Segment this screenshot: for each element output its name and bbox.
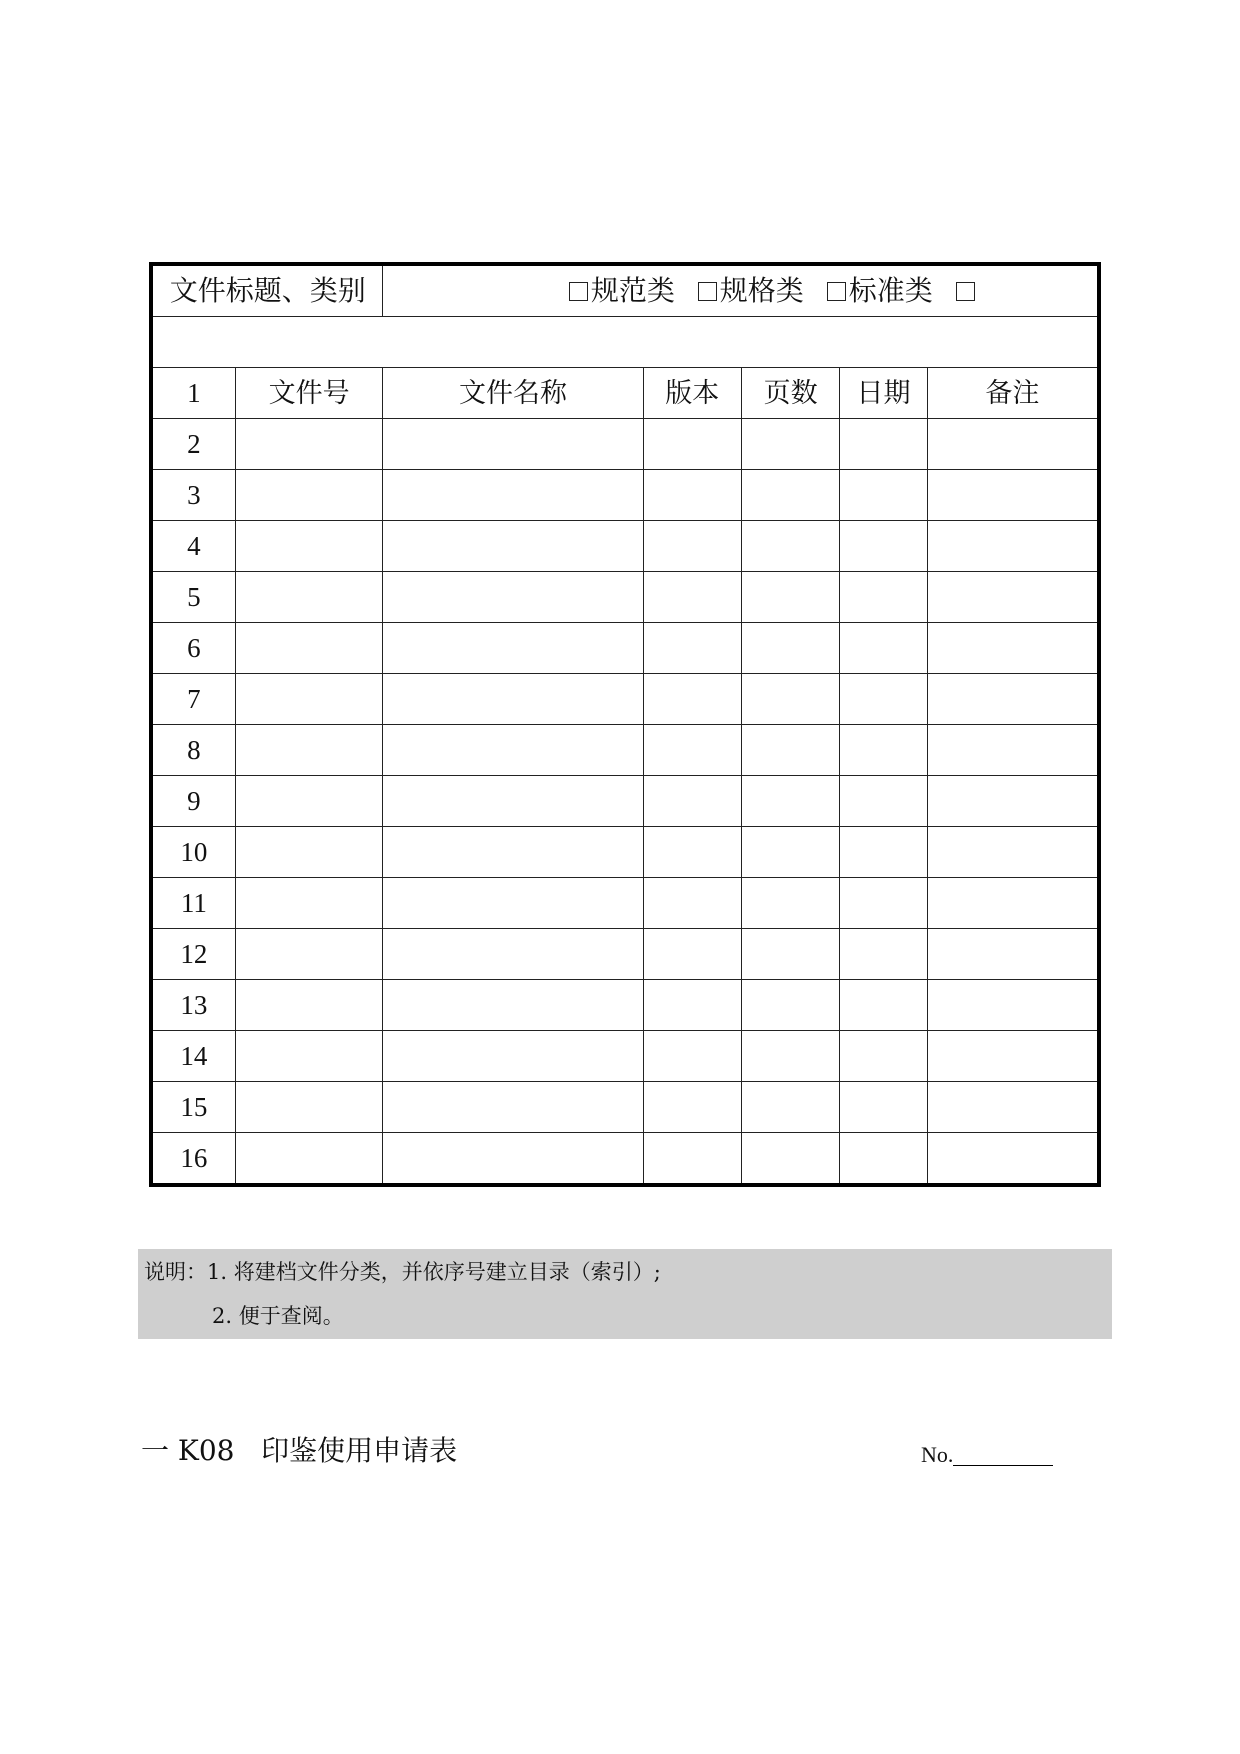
instructions-note xyxy=(138,1249,1112,1339)
option-spec[interactable]: 规范类 xyxy=(569,274,675,307)
table-row xyxy=(151,419,1099,470)
header-row-number: 1 xyxy=(151,368,235,419)
date-cell[interactable] xyxy=(840,725,927,776)
row-number: 11 xyxy=(151,878,235,929)
table-row xyxy=(151,521,1099,572)
file-number-cell[interactable] xyxy=(235,1031,383,1082)
table-row xyxy=(151,1082,1099,1133)
version-cell[interactable] xyxy=(643,470,741,521)
remarks-cell[interactable] xyxy=(927,1031,1099,1082)
remarks-cell[interactable] xyxy=(927,470,1099,521)
note-line-2: 2. 便于查阅。 xyxy=(212,1304,344,1328)
table-row xyxy=(151,929,1099,980)
version-cell[interactable] xyxy=(643,1031,741,1082)
pages-cell[interactable] xyxy=(741,776,839,827)
option-specification[interactable]: 规格类 xyxy=(698,274,804,307)
file-name-cell[interactable] xyxy=(383,1031,643,1082)
table-row xyxy=(151,1031,1099,1082)
pages-cell[interactable] xyxy=(741,980,839,1031)
pages-cell[interactable] xyxy=(741,878,839,929)
remarks-cell[interactable] xyxy=(927,674,1099,725)
date-cell[interactable] xyxy=(840,1133,927,1186)
pages-cell[interactable] xyxy=(741,1082,839,1133)
pages-cell[interactable] xyxy=(741,929,839,980)
remarks-cell[interactable] xyxy=(927,776,1099,827)
date-cell[interactable] xyxy=(840,878,927,929)
remarks-cell[interactable] xyxy=(927,827,1099,878)
header-remarks: 备注 xyxy=(927,368,1099,419)
version-cell[interactable] xyxy=(643,980,741,1031)
file-name-cell[interactable] xyxy=(383,1082,643,1133)
file-number-cell[interactable] xyxy=(235,980,383,1031)
pages-cell[interactable] xyxy=(741,623,839,674)
option-other[interactable] xyxy=(956,274,978,307)
row-number: 12 xyxy=(151,929,235,980)
row-number: 16 xyxy=(151,1133,235,1186)
file-name-cell[interactable] xyxy=(383,776,643,827)
category-row xyxy=(151,264,1099,317)
pages-cell[interactable] xyxy=(741,725,839,776)
file-name-cell[interactable] xyxy=(383,623,643,674)
pages-cell[interactable] xyxy=(741,827,839,878)
pages-cell[interactable] xyxy=(741,674,839,725)
header-file-name: 文件名称 xyxy=(383,368,643,419)
file-number-cell[interactable] xyxy=(235,521,383,572)
remarks-cell[interactable] xyxy=(927,1133,1099,1186)
row-number: 8 xyxy=(151,725,235,776)
row-number: 9 xyxy=(151,776,235,827)
table-row xyxy=(151,470,1099,521)
file-number-cell[interactable] xyxy=(235,572,383,623)
note-line-1: 说明：1. 将建档文件分类，并依序号建立目录（索引）; xyxy=(144,1260,661,1284)
table-row xyxy=(151,980,1099,1031)
blank-title-cell[interactable] xyxy=(151,317,1099,368)
file-name-cell[interactable] xyxy=(383,929,643,980)
row-number: 2 xyxy=(151,419,235,470)
date-cell[interactable] xyxy=(840,929,927,980)
date-cell[interactable] xyxy=(840,827,927,878)
file-name-cell[interactable] xyxy=(383,980,643,1031)
row-number: 13 xyxy=(151,980,235,1031)
checkbox-icon[interactable] xyxy=(698,282,717,301)
version-cell[interactable] xyxy=(643,521,741,572)
remarks-cell[interactable] xyxy=(927,725,1099,776)
remarks-cell[interactable] xyxy=(927,929,1099,980)
file-name-cell[interactable] xyxy=(383,674,643,725)
table-row xyxy=(151,572,1099,623)
category-label: 文件标题、类别 xyxy=(151,264,383,317)
option-standard[interactable]: 标准类 xyxy=(827,274,933,307)
table-row xyxy=(151,827,1099,878)
row-number: 3 xyxy=(151,470,235,521)
remarks-cell[interactable] xyxy=(927,980,1099,1031)
file-name-cell[interactable] xyxy=(383,827,643,878)
pages-cell[interactable] xyxy=(741,1031,839,1082)
pages-cell[interactable] xyxy=(741,470,839,521)
file-name-cell[interactable] xyxy=(383,419,643,470)
header-pages: 页数 xyxy=(741,368,839,419)
table-row xyxy=(151,878,1099,929)
file-name-cell[interactable] xyxy=(383,1133,643,1186)
file-name-cell[interactable] xyxy=(383,878,643,929)
version-cell[interactable] xyxy=(643,725,741,776)
table-row xyxy=(151,725,1099,776)
file-name-cell[interactable] xyxy=(383,470,643,521)
version-cell[interactable] xyxy=(643,419,741,470)
pages-cell[interactable] xyxy=(741,521,839,572)
checkbox-icon[interactable] xyxy=(569,282,588,301)
file-number-cell[interactable] xyxy=(235,776,383,827)
date-cell[interactable] xyxy=(840,980,927,1031)
file-number-cell[interactable] xyxy=(235,827,383,878)
blank-title-row xyxy=(151,317,1099,368)
category-options xyxy=(383,264,1099,317)
version-cell[interactable] xyxy=(643,1133,741,1186)
row-number: 14 xyxy=(151,1031,235,1082)
file-number-cell[interactable] xyxy=(235,929,383,980)
file-number-cell[interactable] xyxy=(235,623,383,674)
table-row xyxy=(151,1133,1099,1186)
table-row xyxy=(151,776,1099,827)
number-label: No. xyxy=(921,1442,954,1467)
form-code: 一 K08 xyxy=(141,1434,235,1467)
row-number: 10 xyxy=(151,827,235,878)
row-number: 4 xyxy=(151,521,235,572)
file-number-cell[interactable] xyxy=(235,674,383,725)
remarks-cell[interactable] xyxy=(927,878,1099,929)
date-cell[interactable] xyxy=(840,419,927,470)
version-cell[interactable] xyxy=(643,776,741,827)
version-cell[interactable] xyxy=(643,674,741,725)
version-cell[interactable] xyxy=(643,878,741,929)
checkbox-icon[interactable] xyxy=(827,282,846,301)
header-date: 日期 xyxy=(840,368,927,419)
file-number-cell[interactable] xyxy=(235,1082,383,1133)
remarks-cell[interactable] xyxy=(927,1082,1099,1133)
date-cell[interactable] xyxy=(840,776,927,827)
file-name-cell[interactable] xyxy=(383,572,643,623)
row-number: 15 xyxy=(151,1082,235,1133)
file-number-cell[interactable] xyxy=(235,878,383,929)
header-file-number: 文件号 xyxy=(235,368,383,419)
number-blank[interactable] xyxy=(953,1445,1053,1466)
row-number: 5 xyxy=(151,572,235,623)
version-cell[interactable] xyxy=(643,827,741,878)
date-cell[interactable] xyxy=(840,674,927,725)
version-cell[interactable] xyxy=(643,572,741,623)
date-cell[interactable] xyxy=(840,1082,927,1133)
file-name-cell[interactable] xyxy=(383,725,643,776)
row-number: 7 xyxy=(151,674,235,725)
version-cell[interactable] xyxy=(643,1082,741,1133)
form-title: 印鉴使用申请表 xyxy=(261,1434,458,1467)
file-name-cell[interactable] xyxy=(383,521,643,572)
table-row xyxy=(151,674,1099,725)
header-version: 版本 xyxy=(643,368,741,419)
file-number-cell[interactable] xyxy=(235,419,383,470)
file-number-cell[interactable] xyxy=(235,725,383,776)
version-cell[interactable] xyxy=(643,929,741,980)
date-cell[interactable] xyxy=(840,470,927,521)
row-number: 6 xyxy=(151,623,235,674)
remarks-cell[interactable] xyxy=(927,419,1099,470)
remarks-cell[interactable] xyxy=(927,521,1099,572)
remarks-cell[interactable] xyxy=(927,623,1099,674)
date-cell[interactable] xyxy=(840,572,927,623)
file-number-cell[interactable] xyxy=(235,470,383,521)
remarks-cell[interactable] xyxy=(927,572,1099,623)
pages-cell[interactable] xyxy=(741,572,839,623)
date-cell[interactable] xyxy=(840,1031,927,1082)
form-number-field xyxy=(921,1444,1053,1466)
file-index-table xyxy=(149,262,1101,1187)
file-number-cell[interactable] xyxy=(235,1133,383,1186)
header-row xyxy=(151,368,1099,419)
next-form-heading xyxy=(141,1434,458,1467)
version-cell[interactable] xyxy=(643,623,741,674)
date-cell[interactable] xyxy=(840,521,927,572)
table-row xyxy=(151,623,1099,674)
pages-cell[interactable] xyxy=(741,419,839,470)
date-cell[interactable] xyxy=(840,623,927,674)
pages-cell[interactable] xyxy=(741,1133,839,1186)
checkbox-icon[interactable] xyxy=(956,282,975,301)
